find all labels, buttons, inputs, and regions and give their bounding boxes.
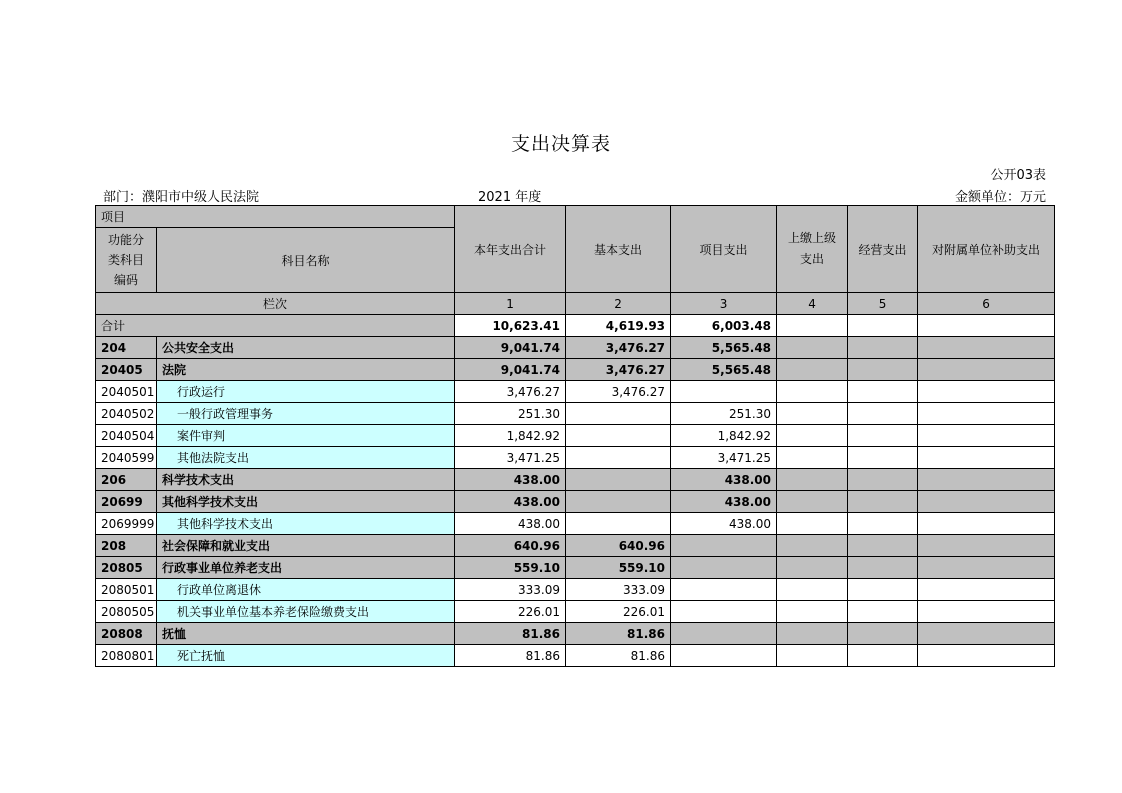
row-c2: 559.10: [566, 557, 671, 579]
row-c5: [848, 579, 918, 601]
row-name: 科学技术支出: [157, 469, 455, 491]
header-row-item: [96, 206, 1055, 228]
row-c5: [848, 403, 918, 425]
row-c5: [848, 601, 918, 623]
expenditure-table: [95, 205, 1055, 667]
total-c3: 6,003.48: [671, 315, 777, 337]
table-row: [96, 359, 1055, 381]
row-c1: 81.86: [455, 623, 566, 645]
row-name: 机关事业单位基本养老保险缴费支出: [157, 601, 455, 623]
total-c4: [777, 315, 848, 337]
row-c4: [777, 469, 848, 491]
total-row: [96, 315, 1055, 337]
row-c1: 333.09: [455, 579, 566, 601]
header-item: 项目: [96, 206, 455, 228]
row-c5: [848, 557, 918, 579]
row-c2: [566, 425, 671, 447]
row-c4: [777, 601, 848, 623]
row-c2: [566, 469, 671, 491]
table-row: [96, 535, 1055, 557]
table-row: [96, 337, 1055, 359]
row-c4: [777, 381, 848, 403]
index-2: 2: [566, 293, 671, 315]
row-code: 2080801: [96, 645, 157, 667]
row-code: 2040599: [96, 447, 157, 469]
table-row: [96, 623, 1055, 645]
table-row: [96, 491, 1055, 513]
header-col3: 项目支出: [671, 206, 777, 293]
row-c1: 9,041.74: [455, 359, 566, 381]
index-label: 栏次: [96, 293, 455, 315]
row-c1: 3,476.27: [455, 381, 566, 403]
row-c6: [918, 447, 1055, 469]
row-c5: [848, 447, 918, 469]
row-c4: [777, 557, 848, 579]
row-c1: 559.10: [455, 557, 566, 579]
row-code: 2040502: [96, 403, 157, 425]
table-row: [96, 425, 1055, 447]
row-c4: [777, 491, 848, 513]
row-c6: [918, 381, 1055, 403]
table-row: [96, 579, 1055, 601]
total-c5: [848, 315, 918, 337]
row-c2: 226.01: [566, 601, 671, 623]
row-c4: [777, 535, 848, 557]
total-c6: [918, 315, 1055, 337]
row-code: 2069999: [96, 513, 157, 535]
row-c5: [848, 381, 918, 403]
row-name: 其他法院支出: [157, 447, 455, 469]
table-row: [96, 381, 1055, 403]
table-row: [96, 645, 1055, 667]
amount-unit: 金额单位：万元: [954, 190, 1046, 205]
row-c3: [671, 579, 777, 601]
row-c3: [671, 645, 777, 667]
row-c6: [918, 337, 1055, 359]
header-name: 科目名称: [157, 228, 455, 293]
row-c3: 438.00: [671, 513, 777, 535]
page-title: 支出决算表: [510, 133, 611, 155]
header-code: 功能分类科目编码: [96, 228, 157, 293]
row-name: 公共安全支出: [157, 337, 455, 359]
row-c2: 333.09: [566, 579, 671, 601]
row-code: 20808: [96, 623, 157, 645]
table-row: [96, 601, 1055, 623]
row-name: 行政事业单位养老支出: [157, 557, 455, 579]
row-c5: [848, 645, 918, 667]
row-c4: [777, 425, 848, 447]
table-row: [96, 513, 1055, 535]
header-col1: 本年支出合计: [455, 206, 566, 293]
row-c5: [848, 623, 918, 645]
row-name: 死亡抚恤: [157, 645, 455, 667]
row-c2: 3,476.27: [566, 381, 671, 403]
row-c3: 438.00: [671, 491, 777, 513]
header-col5: 经营支出: [848, 206, 918, 293]
table-row: [96, 557, 1055, 579]
row-code: 2080501: [96, 579, 157, 601]
row-c6: [918, 601, 1055, 623]
row-c3: 1,842.92: [671, 425, 777, 447]
header-col4: 上缴上级支出: [777, 206, 848, 293]
row-code: 2040504: [96, 425, 157, 447]
index-row: [96, 293, 1055, 315]
row-code: 20405: [96, 359, 157, 381]
row-c3: 438.00: [671, 469, 777, 491]
row-c3: 3,471.25: [671, 447, 777, 469]
row-c4: [777, 645, 848, 667]
row-c1: 438.00: [455, 513, 566, 535]
index-1: 1: [455, 293, 566, 315]
row-c5: [848, 425, 918, 447]
row-c3: [671, 535, 777, 557]
row-c3: [671, 623, 777, 645]
row-c6: [918, 535, 1055, 557]
row-c3: 5,565.48: [671, 359, 777, 381]
row-c6: [918, 623, 1055, 645]
total-c2: 4,619.93: [566, 315, 671, 337]
row-code: 20805: [96, 557, 157, 579]
row-c1: 81.86: [455, 645, 566, 667]
form-number: 公开03表: [990, 168, 1046, 183]
table-body: [96, 206, 1055, 667]
row-c5: [848, 513, 918, 535]
row-c1: 251.30: [455, 403, 566, 425]
row-c2: [566, 513, 671, 535]
row-c3: 251.30: [671, 403, 777, 425]
row-code: 204: [96, 337, 157, 359]
row-c5: [848, 491, 918, 513]
department-label: 部门：濮阳市中级人民法院: [103, 190, 260, 205]
row-name: 案件审判: [157, 425, 455, 447]
row-c5: [848, 535, 918, 557]
index-3: 3: [671, 293, 777, 315]
row-c2: 81.86: [566, 623, 671, 645]
index-4: 4: [777, 293, 848, 315]
row-c6: [918, 425, 1055, 447]
row-c4: [777, 359, 848, 381]
row-c5: [848, 359, 918, 381]
row-c6: [918, 645, 1055, 667]
row-c1: 1,842.92: [455, 425, 566, 447]
row-c4: [777, 447, 848, 469]
row-c1: 3,471.25: [455, 447, 566, 469]
row-c2: 3,476.27: [566, 337, 671, 359]
row-code: 2080505: [96, 601, 157, 623]
fiscal-year: 2021 年度: [478, 190, 542, 205]
header-col6: 对附属单位补助支出: [918, 206, 1055, 293]
row-c3: 5,565.48: [671, 337, 777, 359]
row-c6: [918, 513, 1055, 535]
row-code: 208: [96, 535, 157, 557]
row-c3: [671, 557, 777, 579]
row-c3: [671, 601, 777, 623]
row-c6: [918, 579, 1055, 601]
total-c1: 10,623.41: [455, 315, 566, 337]
row-c6: [918, 557, 1055, 579]
row-c4: [777, 623, 848, 645]
row-c1: 9,041.74: [455, 337, 566, 359]
row-c5: [848, 469, 918, 491]
row-c3: [671, 381, 777, 403]
row-c4: [777, 337, 848, 359]
index-5: 5: [848, 293, 918, 315]
row-name: 行政运行: [157, 381, 455, 403]
row-c5: [848, 337, 918, 359]
row-code: 2040501: [96, 381, 157, 403]
row-name: 一般行政管理事务: [157, 403, 455, 425]
row-c2: [566, 447, 671, 469]
row-name: 法院: [157, 359, 455, 381]
row-c6: [918, 359, 1055, 381]
row-c1: 226.01: [455, 601, 566, 623]
row-c1: 438.00: [455, 491, 566, 513]
row-name: 其他科学技术支出: [157, 491, 455, 513]
row-name: 抚恤: [157, 623, 455, 645]
row-c1: 640.96: [455, 535, 566, 557]
row-c2: 3,476.27: [566, 359, 671, 381]
row-name: 其他科学技术支出: [157, 513, 455, 535]
row-c4: [777, 513, 848, 535]
row-c6: [918, 469, 1055, 491]
row-code: 20699: [96, 491, 157, 513]
row-c4: [777, 579, 848, 601]
header-col2: 基本支出: [566, 206, 671, 293]
row-c2: [566, 403, 671, 425]
row-name: 社会保障和就业支出: [157, 535, 455, 557]
row-code: 206: [96, 469, 157, 491]
row-c1: 438.00: [455, 469, 566, 491]
row-c2: 640.96: [566, 535, 671, 557]
table-row: [96, 469, 1055, 491]
row-name: 行政单位离退休: [157, 579, 455, 601]
row-c4: [777, 403, 848, 425]
row-c2: 81.86: [566, 645, 671, 667]
index-6: 6: [918, 293, 1055, 315]
row-c2: [566, 491, 671, 513]
table-row: [96, 447, 1055, 469]
row-c6: [918, 403, 1055, 425]
total-label: 合计: [96, 315, 455, 337]
table-row: [96, 403, 1055, 425]
row-c6: [918, 491, 1055, 513]
